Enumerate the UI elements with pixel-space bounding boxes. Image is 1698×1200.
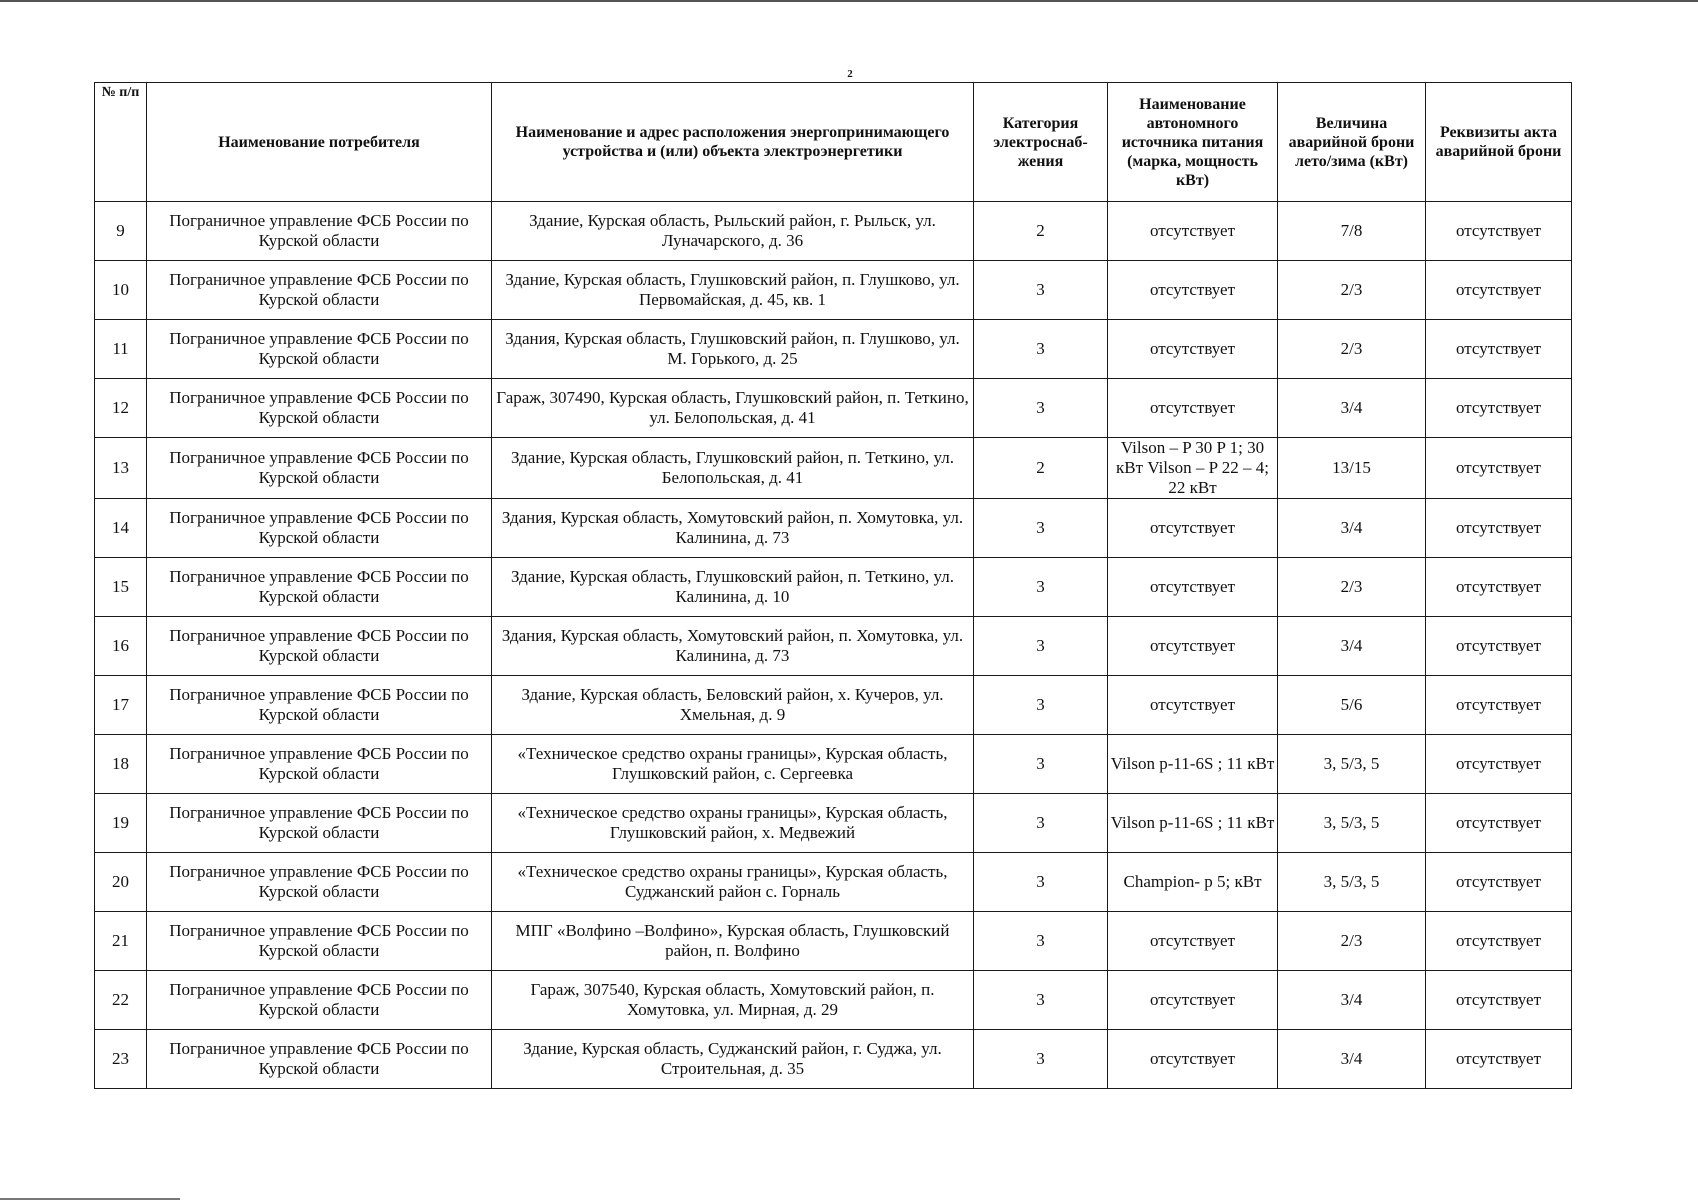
cell-num: 11: [95, 320, 147, 379]
cell-source: отсутствует: [1108, 1030, 1278, 1089]
table-row: [95, 499, 1572, 558]
cell-address: Здание, Курская область, Глушковский район, п. Теткино, ул. Белопольская, д. 41: [492, 438, 974, 499]
cell-category: 3: [974, 617, 1108, 676]
cell-reserve: 13/15: [1278, 438, 1426, 499]
table-row: [95, 558, 1572, 617]
cell-act: отсутствует: [1426, 438, 1572, 499]
cell-consumer: Пограничное управление ФСБ России по Курской области: [147, 379, 492, 438]
cell-consumer: Пограничное управление ФСБ России по Курской области: [147, 499, 492, 558]
header-num: № п/п: [95, 83, 147, 202]
table-row: [95, 261, 1572, 320]
header-consumer: Наименование потребителя: [147, 83, 492, 202]
cell-consumer: Пограничное управление ФСБ России по Курской области: [147, 261, 492, 320]
cell-act: отсутствует: [1426, 379, 1572, 438]
cell-source: Vilson p-11-6S ; 11 кВт: [1108, 794, 1278, 853]
cell-num: 10: [95, 261, 147, 320]
cell-act: отсутствует: [1426, 1030, 1572, 1089]
cell-category: 3: [974, 1030, 1108, 1089]
cell-reserve: 3, 5/3, 5: [1278, 735, 1426, 794]
cell-act: отсутствует: [1426, 558, 1572, 617]
cell-category: 3: [974, 853, 1108, 912]
cell-consumer: Пограничное управление ФСБ России по Курской области: [147, 617, 492, 676]
cell-category: 3: [974, 558, 1108, 617]
cell-act: отсутствует: [1426, 853, 1572, 912]
table-row: [95, 971, 1572, 1030]
cell-act: отсутствует: [1426, 794, 1572, 853]
cell-num: 14: [95, 499, 147, 558]
cell-source: отсутствует: [1108, 912, 1278, 971]
cell-num: 17: [95, 676, 147, 735]
cell-num: 16: [95, 617, 147, 676]
cell-consumer: Пограничное управление ФСБ России по Курской области: [147, 912, 492, 971]
cell-num: 12: [95, 379, 147, 438]
cell-address: Здание, Курская область, Глушковский район, п. Теткино, ул. Калинина, д. 10: [492, 558, 974, 617]
cell-category: 3: [974, 676, 1108, 735]
cell-consumer: Пограничное управление ФСБ России по Курской области: [147, 853, 492, 912]
table-row: [95, 676, 1572, 735]
cell-source: Vilson – P 30 P 1; 30 кВт Vilson – P 22 – 4; 22 кВт: [1108, 438, 1278, 499]
cell-category: 2: [974, 438, 1108, 499]
cell-address: Гараж, 307540, Курская область, Хомутовский район, п. Хомутовка, ул. Мирная, д. 29: [492, 971, 974, 1030]
cell-num: 22: [95, 971, 147, 1030]
cell-address: Здание, Курская область, Рыльский район, г. Рыльск, ул. Луначарского, д. 36: [492, 202, 974, 261]
cell-address: «Техническое средство охраны границы», Курская область, Глушковский район, х. Медвежий: [492, 794, 974, 853]
cell-address: «Техническое средство охраны границы», Курская область, Глушковский район, с. Сергеевка: [492, 735, 974, 794]
cell-source: Vilson p-11-6S ; 11 кВт: [1108, 735, 1278, 794]
cell-reserve: 2/3: [1278, 912, 1426, 971]
cell-num: 18: [95, 735, 147, 794]
cell-reserve: 3, 5/3, 5: [1278, 853, 1426, 912]
cell-category: 3: [974, 379, 1108, 438]
cell-reserve: 3/4: [1278, 617, 1426, 676]
cell-act: отсутствует: [1426, 676, 1572, 735]
table-row: [95, 438, 1572, 499]
scan-top-edge: [0, 0, 1698, 2]
cell-reserve: 3/4: [1278, 379, 1426, 438]
cell-consumer: Пограничное управление ФСБ России по Курской области: [147, 676, 492, 735]
cell-source: отсутствует: [1108, 558, 1278, 617]
cell-category: 3: [974, 320, 1108, 379]
cell-address: Здание, Курская область, Суджанский район, г. Суджа, ул. Строительная, д. 35: [492, 1030, 974, 1089]
cell-source: отсутствует: [1108, 202, 1278, 261]
cell-address: Здание, Курская область, Глушковский район, п. Глушково, ул. Первомайская, д. 45, кв. 1: [492, 261, 974, 320]
cell-reserve: 7/8: [1278, 202, 1426, 261]
header-address: Наименование и адрес расположения энергопринимающего устройства и (или) объекта электроэнергетики: [492, 83, 974, 202]
cell-act: отсутствует: [1426, 617, 1572, 676]
emergency-reserve-table: [94, 82, 1572, 1089]
cell-source: отсутствует: [1108, 499, 1278, 558]
header-act: Реквизиты акта аварийной брони: [1426, 83, 1572, 202]
cell-address: Здания, Курская область, Хомутовский район, п. Хомутовка, ул. Калинина, д. 73: [492, 499, 974, 558]
cell-act: отсутствует: [1426, 735, 1572, 794]
cell-reserve: 3/4: [1278, 1030, 1426, 1089]
header-category: Категория электроснаб-жения: [974, 83, 1108, 202]
cell-source: отсутствует: [1108, 379, 1278, 438]
cell-category: 2: [974, 202, 1108, 261]
header-source: Наименование автономного источника питания (марка, мощность кВт): [1108, 83, 1278, 202]
cell-reserve: 3/4: [1278, 971, 1426, 1030]
cell-act: отсутствует: [1426, 499, 1572, 558]
cell-consumer: Пограничное управление ФСБ России по Курской области: [147, 971, 492, 1030]
table-row: [95, 379, 1572, 438]
cell-reserve: 2/3: [1278, 261, 1426, 320]
cell-source: отсутствует: [1108, 676, 1278, 735]
table-row: [95, 853, 1572, 912]
cell-category: 3: [974, 912, 1108, 971]
cell-address: Здания, Курская область, Хомутовский район, п. Хомутовка, ул. Калинина, д. 73: [492, 617, 974, 676]
table-row: [95, 912, 1572, 971]
cell-category: 3: [974, 499, 1108, 558]
cell-source: отсутствует: [1108, 261, 1278, 320]
cell-consumer: Пограничное управление ФСБ России по Курской области: [147, 438, 492, 499]
cell-address: Здания, Курская область, Глушковский район, п. Глушково, ул. М. Горького, д. 25: [492, 320, 974, 379]
cell-reserve: 2/3: [1278, 320, 1426, 379]
cell-num: 9: [95, 202, 147, 261]
cell-address: Гараж, 307490, Курская область, Глушковский район, п. Теткино, ул. Белопольская, д. 41: [492, 379, 974, 438]
cell-address: Здание, Курская область, Беловский район, х. Кучеров, ул. Хмельная, д. 9: [492, 676, 974, 735]
cell-consumer: Пограничное управление ФСБ России по Курской области: [147, 1030, 492, 1089]
cell-reserve: 2/3: [1278, 558, 1426, 617]
cell-act: отсутствует: [1426, 971, 1572, 1030]
cell-consumer: Пограничное управление ФСБ России по Курской области: [147, 735, 492, 794]
cell-address: МПГ «Волфино –Волфино», Курская область, Глушковский район, п. Волфино: [492, 912, 974, 971]
table-row: [95, 794, 1572, 853]
cell-num: 19: [95, 794, 147, 853]
cell-category: 3: [974, 971, 1108, 1030]
cell-address: «Техническое средство охраны границы», Курская область, Суджанский район с. Горналь: [492, 853, 974, 912]
cell-act: отсутствует: [1426, 912, 1572, 971]
table-row: [95, 1030, 1572, 1089]
cell-category: 3: [974, 735, 1108, 794]
cell-num: 20: [95, 853, 147, 912]
cell-act: отсутствует: [1426, 202, 1572, 261]
page-number: 2: [847, 68, 853, 80]
cell-act: отсутствует: [1426, 320, 1572, 379]
cell-reserve: 3/4: [1278, 499, 1426, 558]
cell-consumer: Пограничное управление ФСБ России по Курской области: [147, 202, 492, 261]
cell-category: 3: [974, 794, 1108, 853]
cell-source: Champion- p 5; кВт: [1108, 853, 1278, 912]
table-row: [95, 735, 1572, 794]
cell-num: 23: [95, 1030, 147, 1089]
cell-source: отсутствует: [1108, 971, 1278, 1030]
cell-num: 15: [95, 558, 147, 617]
cell-source: отсутствует: [1108, 320, 1278, 379]
table-row: [95, 320, 1572, 379]
cell-num: 21: [95, 912, 147, 971]
cell-category: 3: [974, 261, 1108, 320]
cell-source: отсутствует: [1108, 617, 1278, 676]
cell-consumer: Пограничное управление ФСБ России по Курской области: [147, 794, 492, 853]
cell-act: отсутствует: [1426, 261, 1572, 320]
cell-consumer: Пограничное управление ФСБ России по Курской области: [147, 320, 492, 379]
cell-consumer: Пограничное управление ФСБ России по Курской области: [147, 558, 492, 617]
table-row: [95, 202, 1572, 261]
cell-reserve: 3, 5/3, 5: [1278, 794, 1426, 853]
header-reserve: Величина аварийной брони лето/зима (кВт): [1278, 83, 1426, 202]
cell-reserve: 5/6: [1278, 676, 1426, 735]
table-header-row: [95, 83, 1572, 202]
table-row: [95, 617, 1572, 676]
cell-num: 13: [95, 438, 147, 499]
